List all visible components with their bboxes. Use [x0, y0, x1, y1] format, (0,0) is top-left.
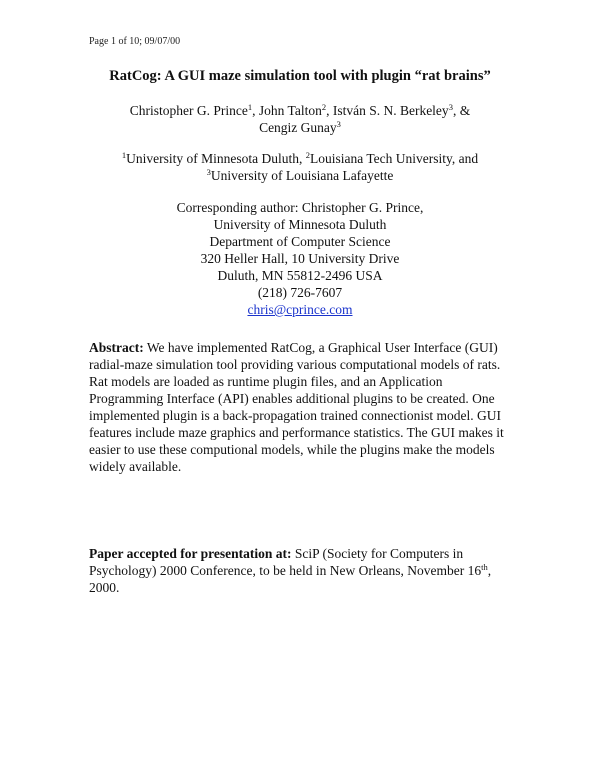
- acceptance-label: Paper accepted for presentation at:: [89, 546, 292, 561]
- affil-mark: 2: [305, 150, 310, 160]
- author-name: István S. N. Berkeley: [332, 103, 449, 118]
- affiliation-name: University of Minnesota Duluth,: [126, 151, 306, 166]
- affiliation-name: Louisiana Tech University, and: [309, 151, 479, 166]
- abstract-text: We have implemented RatCog, a Graphical User Interface (GUI) radial-maze simulation tool providing various computational models of rats. Rat models are loaded as runtime plugin files, and an Application Programming Interface (API) enables additional plugins to be created. One implemented plugin is a back-propagation trained connectionist model. GUI features include maze graphics and performance statistics. The GUI makes it easier to use these computional models, while the plugins make the models widely available.: [89, 340, 504, 474]
- author-line-1: [0, 102, 600, 119]
- affiliation-name: University of Louisiana Lafayette: [210, 168, 394, 183]
- author-name: Christopher G. Prince: [129, 103, 248, 118]
- author-line-2: [0, 119, 600, 136]
- paper-title: RatCog: A GUI maze simulation tool with plugin “rat brains”: [109, 68, 491, 84]
- acceptance-text: SciP (Society for Computers in Psychology) 2000 Conference, to be held in New Orleans, November 16: [89, 546, 482, 578]
- author-list: [0, 102, 600, 136]
- acceptance-text-end: , 2000.: [89, 563, 492, 595]
- contact-phone: (218) 726-7607: [257, 285, 343, 300]
- author-separator: ,: [252, 103, 259, 118]
- affil-mark: 3: [206, 167, 211, 177]
- author-affil-mark: 3: [448, 102, 453, 112]
- author-separator: ,: [326, 103, 333, 118]
- author-affil-mark: 2: [321, 102, 327, 112]
- acceptance-note: [89, 545, 513, 596]
- author-name: Cengiz Gunay: [259, 120, 337, 135]
- contact-institution: University of Minnesota Duluth: [213, 217, 387, 232]
- contact-author: Corresponding author: Christopher G. Prince,: [176, 200, 424, 215]
- contact-street: 320 Heller Hall, 10 University Drive: [200, 251, 400, 266]
- affiliation-line-1: [0, 150, 600, 167]
- author-separator: , &: [452, 103, 471, 118]
- affiliation-line-2: [0, 167, 600, 184]
- author-affil-mark: 1: [247, 102, 253, 112]
- affil-mark: 1: [121, 150, 127, 160]
- ordinal-suffix: th: [481, 562, 488, 572]
- contact-city: Duluth, MN 55812-2496 USA: [217, 268, 383, 283]
- contact-email-link[interactable]: chris@cprince.com: [247, 302, 353, 317]
- author-name: John Talton: [258, 103, 322, 118]
- page-header: Page 1 of 10; 09/07/00: [89, 36, 181, 47]
- abstract: [89, 339, 513, 475]
- contact-block: [0, 199, 600, 318]
- contact-department: Department of Computer Science: [209, 234, 391, 249]
- abstract-label: Abstract:: [89, 340, 144, 355]
- author-affil-mark: 3: [336, 119, 341, 129]
- affiliation-list: [0, 150, 600, 184]
